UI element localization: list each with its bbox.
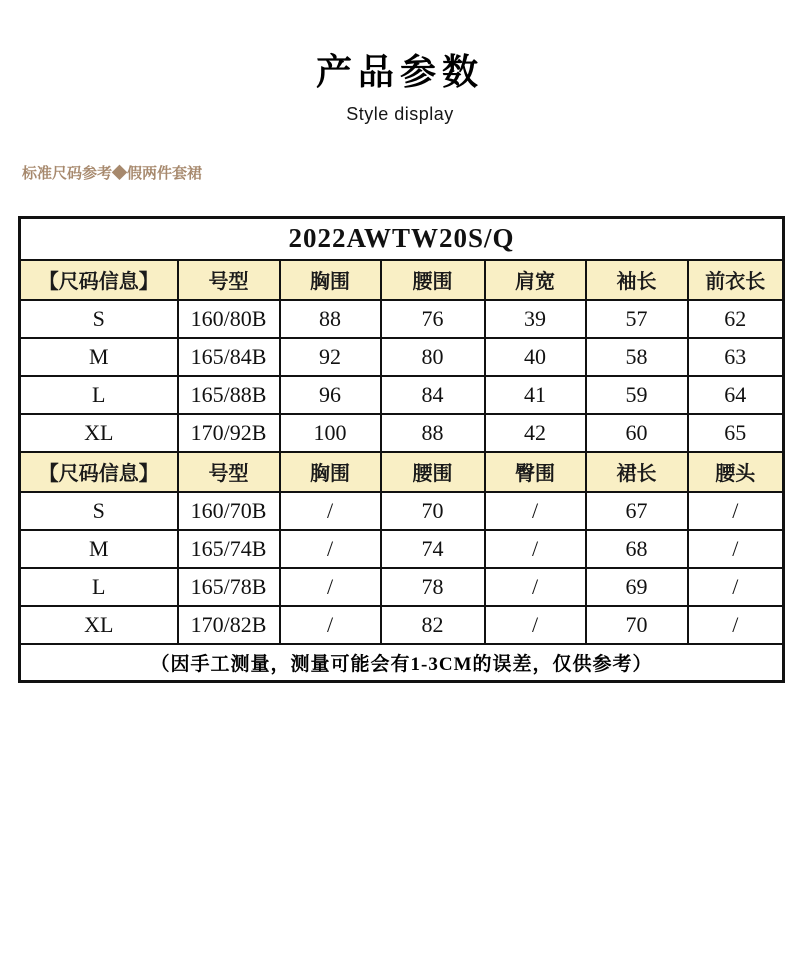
data-cell: 88 <box>381 414 485 452</box>
col-header-cell: 胸围 <box>280 260 381 300</box>
data-cell: 69 <box>586 568 688 606</box>
data-cell: 88 <box>280 300 381 338</box>
col-header-cell: 肩宽 <box>485 260 586 300</box>
data-cell: 40 <box>485 338 586 376</box>
data-cell: 42 <box>485 414 586 452</box>
data-cell: 80 <box>381 338 485 376</box>
size-label-cell: S <box>20 300 178 338</box>
col-header-cell: 号型 <box>178 260 280 300</box>
data-cell: 170/82B <box>178 606 280 644</box>
table-row <box>20 568 784 606</box>
data-cell: / <box>688 492 784 530</box>
data-cell: 96 <box>280 376 381 414</box>
size-reference-label: 标准尺码参考◆假两件套裙 <box>22 165 203 182</box>
data-cell: 62 <box>688 300 784 338</box>
data-cell: / <box>280 492 381 530</box>
table-row <box>20 492 784 530</box>
size-label-cell: S <box>20 492 178 530</box>
size-label-cell: XL <box>20 414 178 452</box>
data-cell: 59 <box>586 376 688 414</box>
col-header-cell: 袖长 <box>586 260 688 300</box>
size-label-cell: M <box>20 530 178 568</box>
data-cell: / <box>485 530 586 568</box>
data-cell: 65 <box>688 414 784 452</box>
data-cell: / <box>280 606 381 644</box>
table-row <box>20 414 784 452</box>
data-cell: 58 <box>586 338 688 376</box>
col-header-cell: 腰围 <box>381 260 485 300</box>
page-title: 产品参数 <box>315 51 484 92</box>
col-header-cell: 号型 <box>178 452 280 492</box>
data-cell: 92 <box>280 338 381 376</box>
data-cell: 41 <box>485 376 586 414</box>
data-cell: 60 <box>586 414 688 452</box>
data-cell: / <box>280 568 381 606</box>
page-subtitle: Style display <box>346 104 454 124</box>
data-cell: 74 <box>381 530 485 568</box>
table-row <box>20 338 784 376</box>
size-label-cell: L <box>20 376 178 414</box>
data-cell: 68 <box>586 530 688 568</box>
table-row <box>20 376 784 414</box>
data-cell: 165/74B <box>178 530 280 568</box>
data-cell: 165/78B <box>178 568 280 606</box>
table-row <box>20 606 784 644</box>
data-cell: 100 <box>280 414 381 452</box>
data-cell: 57 <box>586 300 688 338</box>
col-header-cell: 腰围 <box>381 452 485 492</box>
footnote-row <box>20 644 784 682</box>
size-chart-table <box>18 216 785 683</box>
data-cell: / <box>688 606 784 644</box>
data-cell: / <box>688 530 784 568</box>
data-cell: / <box>485 606 586 644</box>
data-cell: 67 <box>586 492 688 530</box>
data-cell: 63 <box>688 338 784 376</box>
data-cell: 160/70B <box>178 492 280 530</box>
data-cell: 70 <box>381 492 485 530</box>
data-cell: 165/88B <box>178 376 280 414</box>
size-info-header-cell: 【尺码信息】 <box>20 452 178 492</box>
data-cell: 39 <box>485 300 586 338</box>
size-label-cell: L <box>20 568 178 606</box>
section1-header-row <box>20 260 784 300</box>
size-info-header-cell: 【尺码信息】 <box>20 260 178 300</box>
data-cell: / <box>485 568 586 606</box>
data-cell: 64 <box>688 376 784 414</box>
section2-header-row <box>20 452 784 492</box>
data-cell: 165/84B <box>178 338 280 376</box>
size-label-cell: XL <box>20 606 178 644</box>
data-cell: 70 <box>586 606 688 644</box>
product-code-cell: 2022AWTW20S/Q <box>20 218 784 260</box>
data-cell: / <box>688 568 784 606</box>
col-header-cell: 腰头 <box>688 452 784 492</box>
col-header-cell: 前衣长 <box>688 260 784 300</box>
table-row <box>20 300 784 338</box>
data-cell: 76 <box>381 300 485 338</box>
col-header-cell: 臀围 <box>485 452 586 492</box>
data-cell: / <box>280 530 381 568</box>
data-cell: 82 <box>381 606 485 644</box>
measurement-disclaimer: （因手工测量，测量可能会有1-3CM的误差，仅供参考） <box>20 644 784 682</box>
data-cell: 160/80B <box>178 300 280 338</box>
table-row <box>20 530 784 568</box>
data-cell: / <box>485 492 586 530</box>
data-cell: 78 <box>381 568 485 606</box>
col-header-cell: 裙长 <box>586 452 688 492</box>
data-cell: 170/92B <box>178 414 280 452</box>
product-code-row <box>20 218 784 260</box>
col-header-cell: 胸围 <box>280 452 381 492</box>
data-cell: 84 <box>381 376 485 414</box>
size-label-cell: M <box>20 338 178 376</box>
